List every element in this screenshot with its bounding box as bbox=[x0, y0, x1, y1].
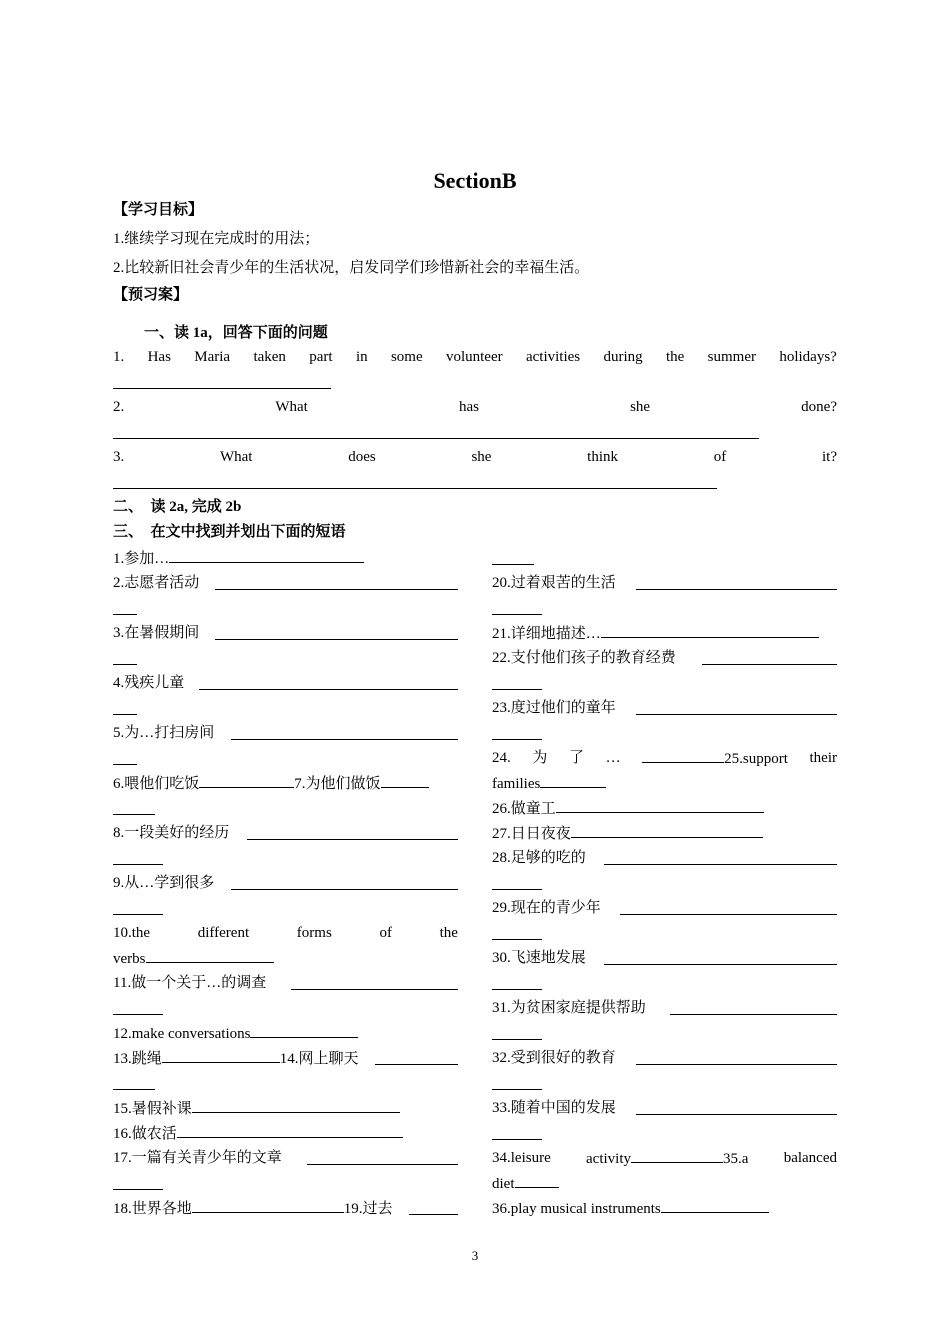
phrase-item bbox=[492, 746, 837, 771]
phrase-blank[interactable] bbox=[231, 739, 458, 740]
phrase-item bbox=[492, 696, 837, 721]
phrase-blank[interactable] bbox=[571, 821, 763, 838]
phrase-item bbox=[492, 1096, 837, 1121]
phrase-blank[interactable] bbox=[291, 989, 458, 990]
phrase-blank[interactable] bbox=[604, 964, 837, 965]
phrase-continuation bbox=[492, 971, 837, 996]
q1-word: part bbox=[309, 349, 333, 365]
phrase-blank[interactable] bbox=[642, 746, 724, 763]
phrase-blank[interactable] bbox=[636, 589, 837, 590]
phrase-blank-wrap[interactable] bbox=[492, 739, 542, 740]
phrase-item bbox=[492, 646, 837, 671]
phrase-item bbox=[113, 1146, 458, 1171]
phrase-continuation bbox=[492, 721, 837, 746]
phrase-blank[interactable] bbox=[215, 589, 458, 590]
phrase-continuation bbox=[492, 1071, 837, 1096]
q1-word: in bbox=[355, 349, 368, 365]
q2-word: 2. bbox=[113, 399, 125, 415]
phrase-item bbox=[113, 671, 458, 696]
phrase-label: 3.在暑假期间 bbox=[113, 625, 200, 641]
phrase-blank[interactable] bbox=[247, 839, 458, 840]
phrase-blank[interactable] bbox=[177, 1121, 403, 1138]
phrase-label: 19.过去 bbox=[343, 1201, 393, 1217]
phrase-continuation bbox=[113, 796, 458, 821]
phrase-word: different bbox=[197, 925, 250, 941]
phrase-blank[interactable] bbox=[601, 621, 819, 638]
q2-word: she bbox=[630, 399, 651, 415]
q1-word: some bbox=[390, 349, 423, 365]
phrase-item bbox=[492, 946, 837, 971]
phrase-blank[interactable] bbox=[702, 664, 837, 665]
preview-heading: 【预习案】 bbox=[113, 287, 189, 303]
phrase-blank[interactable] bbox=[192, 1196, 344, 1213]
phrase-label: 20.过着艰苦的生活 bbox=[492, 575, 616, 591]
phrase-blank[interactable] bbox=[307, 1164, 458, 1165]
q2-word: done? bbox=[801, 399, 837, 415]
part3-heading: 三、 在文中找到并划出下面的短语 bbox=[113, 524, 346, 540]
phrase-word: the bbox=[439, 925, 458, 941]
phrase-continuation bbox=[492, 546, 837, 571]
phrase-label: 36.play musical instruments bbox=[492, 1201, 661, 1217]
phrase-blank[interactable] bbox=[515, 1171, 559, 1188]
q1-word: during bbox=[603, 349, 643, 365]
phrase-label: 12.make conversations bbox=[113, 1026, 251, 1042]
phrase-word: 24. bbox=[492, 750, 511, 766]
phrase-blank[interactable] bbox=[192, 1096, 400, 1113]
phrase-blank[interactable] bbox=[231, 889, 458, 890]
phrase-label: 11.做一个关于…的调查 bbox=[113, 975, 267, 991]
worksheet-page bbox=[113, 0, 837, 1344]
phrase-blank[interactable] bbox=[162, 1046, 280, 1063]
phrase-label: 17.一篇有关青少年的文章 bbox=[113, 1150, 282, 1166]
phrase-label: 26.做童工 bbox=[492, 801, 556, 817]
goal-item-2: 2.比较新旧社会青少年的生活状况，启发同学们珍惜新社会的幸福生活。 bbox=[113, 260, 590, 276]
phrase-item bbox=[113, 1121, 458, 1146]
phrase-word: 为 bbox=[532, 750, 548, 766]
phrase-blank[interactable] bbox=[146, 946, 274, 963]
phrase-word: diet bbox=[492, 1176, 515, 1192]
answer-line-2[interactable] bbox=[113, 422, 759, 439]
answer-line-1[interactable] bbox=[113, 372, 331, 389]
question-1 bbox=[113, 347, 837, 367]
phrase-label: 23.度过他们的童年 bbox=[492, 700, 616, 716]
phrase-continuation bbox=[492, 921, 837, 946]
phrase-label: 31.为贫困家庭提供帮助 bbox=[492, 1000, 646, 1016]
phrase-label: 33.随着中国的发展 bbox=[492, 1100, 616, 1116]
phrase-blank-wrap[interactable] bbox=[113, 1089, 155, 1090]
phrase-blank-wrap[interactable] bbox=[492, 564, 534, 565]
phrase-label: 1.参加… bbox=[113, 551, 170, 567]
phrase-blank[interactable] bbox=[169, 546, 364, 563]
phrase-blank[interactable] bbox=[636, 1114, 837, 1115]
phrase-item bbox=[113, 571, 458, 596]
phrase-continuation bbox=[113, 1171, 458, 1196]
goal-item-1: 1.继续学习现在完成时的用法； bbox=[113, 231, 320, 247]
phrase-label: 16.做农活 bbox=[113, 1126, 177, 1142]
phrase-item bbox=[492, 1046, 837, 1071]
phrase-blank[interactable] bbox=[631, 1146, 723, 1163]
phrase-blank[interactable] bbox=[409, 1214, 458, 1215]
q1-word: Has bbox=[147, 349, 171, 365]
phrase-continuation bbox=[113, 696, 458, 721]
phrase-word: 25.support bbox=[724, 751, 788, 767]
q3-word: it? bbox=[821, 449, 837, 465]
q1-word: holidays? bbox=[779, 349, 837, 365]
part2-heading: 二、 读 2a, 完成 2b bbox=[113, 499, 242, 515]
phrase-blank[interactable] bbox=[540, 771, 606, 788]
q3-word: does bbox=[348, 449, 376, 465]
phrase-continuation bbox=[492, 1121, 837, 1146]
phrases-right-column bbox=[492, 546, 837, 1221]
phrase-continuation bbox=[113, 946, 458, 971]
phrase-item bbox=[492, 821, 837, 846]
phrase-continuation bbox=[492, 671, 837, 696]
phrase-item bbox=[113, 546, 458, 571]
goals-heading: 【学习目标】 bbox=[113, 202, 204, 218]
phrase-item bbox=[492, 1196, 837, 1221]
q3-word: think bbox=[587, 449, 619, 465]
phrase-label: 7.为他们做饭 bbox=[294, 776, 381, 792]
phrase-continuation bbox=[113, 846, 458, 871]
part1-heading: 一、读 1a，回答下面的问题 bbox=[144, 325, 328, 341]
phrase-item bbox=[492, 621, 837, 646]
phrase-blank-wrap[interactable] bbox=[113, 914, 163, 915]
phrase-label: 2.志愿者活动 bbox=[113, 575, 200, 591]
phrase-blank[interactable] bbox=[670, 1014, 837, 1015]
phrase-item bbox=[492, 996, 837, 1021]
q1-word: volunteer bbox=[445, 349, 503, 365]
q3-word: of bbox=[713, 449, 727, 465]
phrase-blank-wrap[interactable] bbox=[113, 864, 163, 865]
phrase-blank[interactable] bbox=[381, 771, 429, 788]
phrase-item bbox=[113, 621, 458, 646]
q1-word: taken bbox=[253, 349, 286, 365]
phrase-blank-wrap[interactable] bbox=[492, 1089, 542, 1090]
phrase-item bbox=[113, 721, 458, 746]
phrase-continuation bbox=[492, 871, 837, 896]
phrase-item bbox=[492, 896, 837, 921]
phrase-word: … bbox=[605, 750, 621, 766]
phrase-word: 了 bbox=[568, 750, 584, 766]
phrase-word: their bbox=[809, 750, 837, 766]
phrase-label: 13.跳绳 bbox=[113, 1051, 162, 1067]
phrase-label: 15.暑假补课 bbox=[113, 1101, 192, 1117]
phrase-word: activity bbox=[586, 1151, 631, 1167]
q1-word: summer bbox=[707, 349, 756, 365]
phrase-item bbox=[113, 1096, 458, 1121]
phrase-continuation bbox=[113, 646, 458, 671]
phrase-blank-wrap[interactable] bbox=[492, 689, 542, 690]
phrase-blank-wrap[interactable] bbox=[113, 1189, 163, 1190]
phrase-label: 32.受到很好的教育 bbox=[492, 1050, 616, 1066]
phrase-item bbox=[113, 1046, 458, 1071]
question-2 bbox=[113, 397, 837, 417]
phrase-continuation bbox=[492, 596, 837, 621]
phrase-blank[interactable] bbox=[661, 1196, 769, 1213]
phrase-item bbox=[113, 971, 458, 996]
phrase-blank-wrap[interactable] bbox=[113, 764, 137, 765]
q2-word: What bbox=[275, 399, 308, 415]
phrase-continuation bbox=[113, 996, 458, 1021]
phrase-word: families bbox=[492, 776, 541, 792]
phrase-item bbox=[113, 771, 458, 796]
q1-word: the bbox=[665, 349, 685, 365]
phrase-blank-wrap[interactable] bbox=[113, 1014, 163, 1015]
q2-word: has bbox=[458, 399, 479, 415]
phrase-blank[interactable] bbox=[620, 914, 837, 915]
phrase-blank[interactable] bbox=[636, 714, 837, 715]
phrase-item bbox=[113, 921, 458, 946]
phrase-label: 28.足够的吃的 bbox=[492, 850, 586, 866]
phrase-word: forms bbox=[296, 925, 332, 941]
phrase-word: 35.a bbox=[723, 1151, 749, 1167]
phrase-label: 22.支付他们孩子的教育经费 bbox=[492, 650, 676, 666]
phrase-continuation bbox=[113, 596, 458, 621]
phrase-blank[interactable] bbox=[199, 771, 294, 788]
phrase-label: 27.日日夜夜 bbox=[492, 826, 571, 842]
answer-line-3[interactable] bbox=[113, 472, 717, 489]
phrase-label: 4.残疾儿童 bbox=[113, 675, 185, 691]
phrase-blank[interactable] bbox=[636, 1064, 837, 1065]
phrase-label: 21.详细地描述… bbox=[492, 626, 601, 642]
phrase-blank-wrap[interactable] bbox=[492, 989, 542, 990]
phrase-continuation bbox=[113, 896, 458, 921]
phrase-label: 8.一段美好的经历 bbox=[113, 825, 230, 841]
q3-word: What bbox=[219, 449, 253, 465]
phrase-word: balanced bbox=[783, 1150, 837, 1166]
phrase-blank[interactable] bbox=[199, 689, 458, 690]
phrase-word: 34.leisure bbox=[492, 1150, 551, 1166]
phrase-blank[interactable] bbox=[604, 864, 837, 865]
page-number: 3 bbox=[471, 1248, 479, 1263]
phrase-label: 18.世界各地 bbox=[113, 1201, 192, 1217]
phrase-item bbox=[492, 846, 837, 871]
phrase-continuation bbox=[113, 1071, 458, 1096]
phrase-continuation bbox=[113, 746, 458, 771]
phrase-label: 29.现在的青少年 bbox=[492, 900, 601, 916]
phrase-label: 6.喂他们吃饭 bbox=[113, 776, 200, 792]
phrase-label: 9.从…学到很多 bbox=[113, 875, 215, 891]
phrase-item bbox=[113, 871, 458, 896]
phrase-item bbox=[492, 571, 837, 596]
phrase-blank-wrap[interactable] bbox=[492, 889, 542, 890]
phrase-item bbox=[113, 1196, 458, 1221]
phrase-blank-wrap[interactable] bbox=[492, 939, 542, 940]
phrase-word: of bbox=[379, 925, 392, 941]
question-3 bbox=[113, 447, 837, 467]
phrase-blank[interactable] bbox=[375, 1064, 458, 1065]
phrase-blank-wrap[interactable] bbox=[113, 664, 137, 665]
phrase-blank-wrap[interactable] bbox=[492, 614, 542, 615]
phrases-left-column bbox=[113, 546, 458, 1221]
q1-word: Maria bbox=[194, 349, 231, 365]
phrase-blank[interactable] bbox=[215, 639, 458, 640]
q1-word: 1. bbox=[113, 349, 125, 365]
phrase-blank-wrap[interactable] bbox=[113, 814, 155, 815]
phrase-continuation bbox=[492, 771, 837, 796]
phrase-item bbox=[492, 796, 837, 821]
phrase-blank[interactable] bbox=[250, 1021, 358, 1038]
phrase-item bbox=[113, 1021, 458, 1046]
phrase-item bbox=[492, 1146, 837, 1171]
phrase-continuation bbox=[492, 1171, 837, 1196]
phrase-blank-wrap[interactable] bbox=[113, 614, 137, 615]
phrase-item bbox=[113, 821, 458, 846]
phrase-label: 5.为…打扫房间 bbox=[113, 725, 215, 741]
page-title: SectionB bbox=[433, 168, 517, 193]
phrase-blank-wrap[interactable] bbox=[492, 1039, 542, 1040]
phrase-blank[interactable] bbox=[556, 796, 764, 813]
q3-word: she bbox=[471, 449, 492, 465]
phrase-label: 14.网上聊天 bbox=[279, 1051, 359, 1067]
q1-word: activities bbox=[525, 349, 581, 365]
phrase-word: 10.the bbox=[113, 925, 151, 941]
phrase-blank-wrap[interactable] bbox=[113, 714, 137, 715]
phrase-blank-wrap[interactable] bbox=[492, 1139, 542, 1140]
phrase-word: verbs bbox=[113, 951, 146, 967]
q3-word: 3. bbox=[113, 449, 125, 465]
phrase-continuation bbox=[492, 1021, 837, 1046]
phrase-label: 30.飞速地发展 bbox=[492, 950, 586, 966]
